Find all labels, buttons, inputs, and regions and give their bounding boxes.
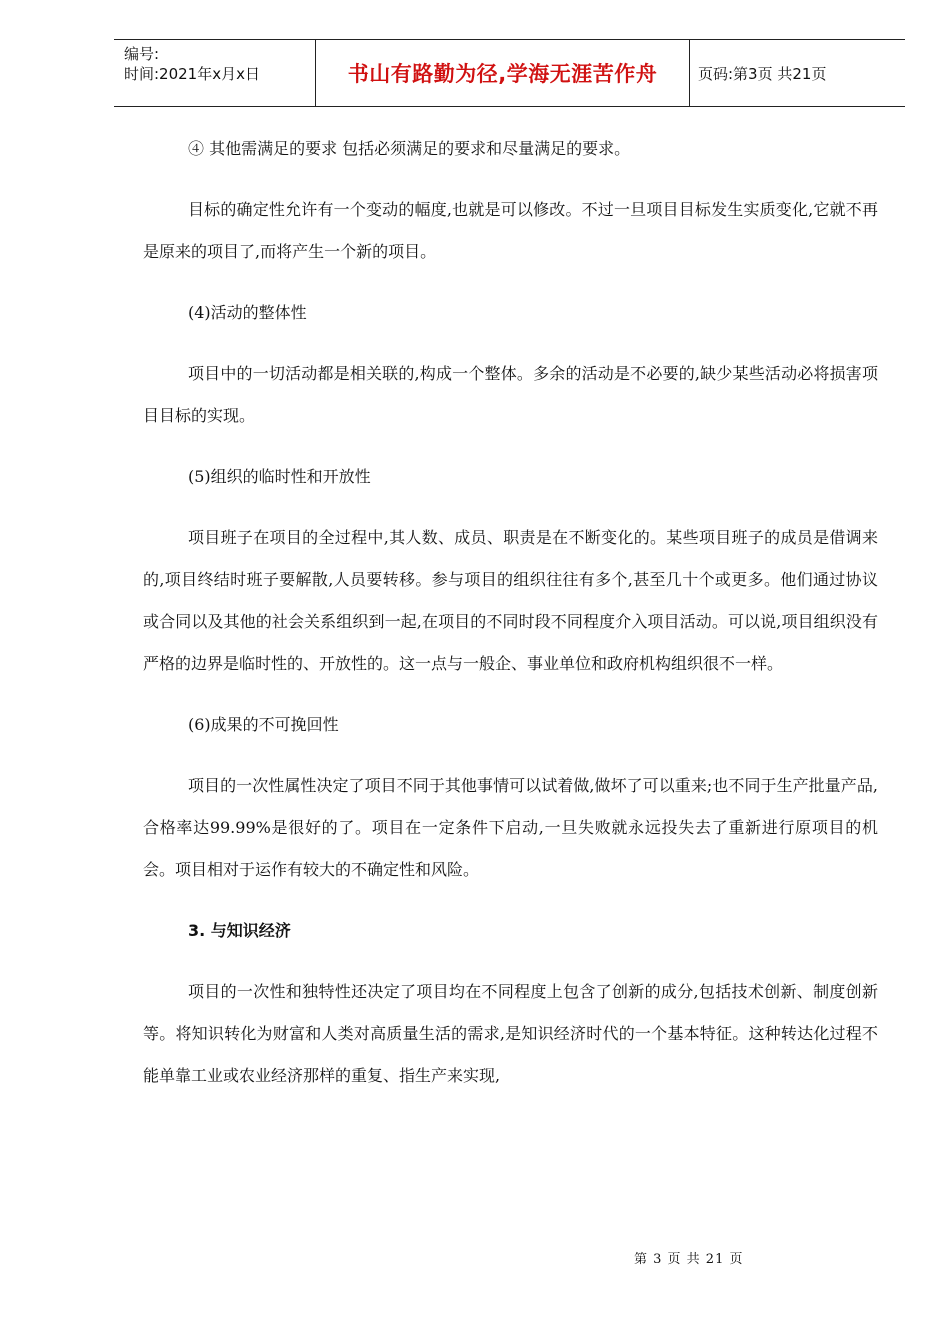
page-footer: 第 3 页 共 21 页 [634,1252,744,1267]
document-body [143,128,878,1116]
paragraph-irreversibility: 项目的一次性属性决定了项目不同于其他事情可以试着做,做坏了可以重来;也不同于生产批量产品,合格率达99.99%是很好的了。项目在一定条件下启动,一旦失败就永远投失去了重新进行原项目的机会。项目相对于运作有较大的不确定性和风险。 [143,776,878,879]
section-heading-organization: (5)组织的临时性和开放性 [188,467,371,486]
paragraph-other-requirements: ④ 其他需满足的要求 包括必须满足的要求和尽量满足的要求。 [188,139,631,158]
section-heading-integrity: (4)活动的整体性 [188,303,307,322]
section-heading-knowledge-economy: 3. 与知识经济 [188,921,291,940]
header-page-info: 页码:第3页 共21页 [698,64,827,83]
paragraph-knowledge-economy: 项目的一次性和独特性还决定了项目均在不同程度上包含了创新的成分,包括技术创新、制度创新等。将知识转化为财富和人类对高质量生活的需求,是知识经济时代的一个基本特征。这种转达化过程不能单靠工业或农业经济那样的重复、指生产来实现, [143,982,878,1085]
paragraph-integrity: 项目中的一切活动都是相关联的,构成一个整体。多余的活动是不必要的,缺少某些活动必将损害项目目标的实现。 [143,364,878,425]
header-motto: 书山有路勤为径,学海无涯苦作舟 [316,40,690,106]
section-heading-irreversibility: (6)成果的不可挽回性 [188,715,339,734]
paragraph-organization: 项目班子在项目的全过程中,其人数、成员、职责是在不断变化的。某些项目班子的成员是借调来的,项目终结时班子要解散,人员要转移。参与项目的组织往往有多个,甚至几十个或更多。他们通过协议或合同以及其他的社会关系组织到一起,在项目的不同时段不同程度介入项目活动。可以说,项目组织没有严格的边界是临时性的、开放性的。这一点与一般企、事业单位和政府机构组织很不一样。 [143,528,878,673]
time-label: 时间:2021年x月x日 [124,65,260,83]
page-header [114,39,905,107]
paragraph-goal-certainty: 目标的确定性允许有一个变动的幅度,也就是可以修改。不过一旦项目目标发生实质变化,它就不再是原来的项目了,而将产生一个新的项目。 [143,200,878,261]
doc-number-label: 编号: [124,45,160,63]
header-meta-cell [114,40,316,106]
